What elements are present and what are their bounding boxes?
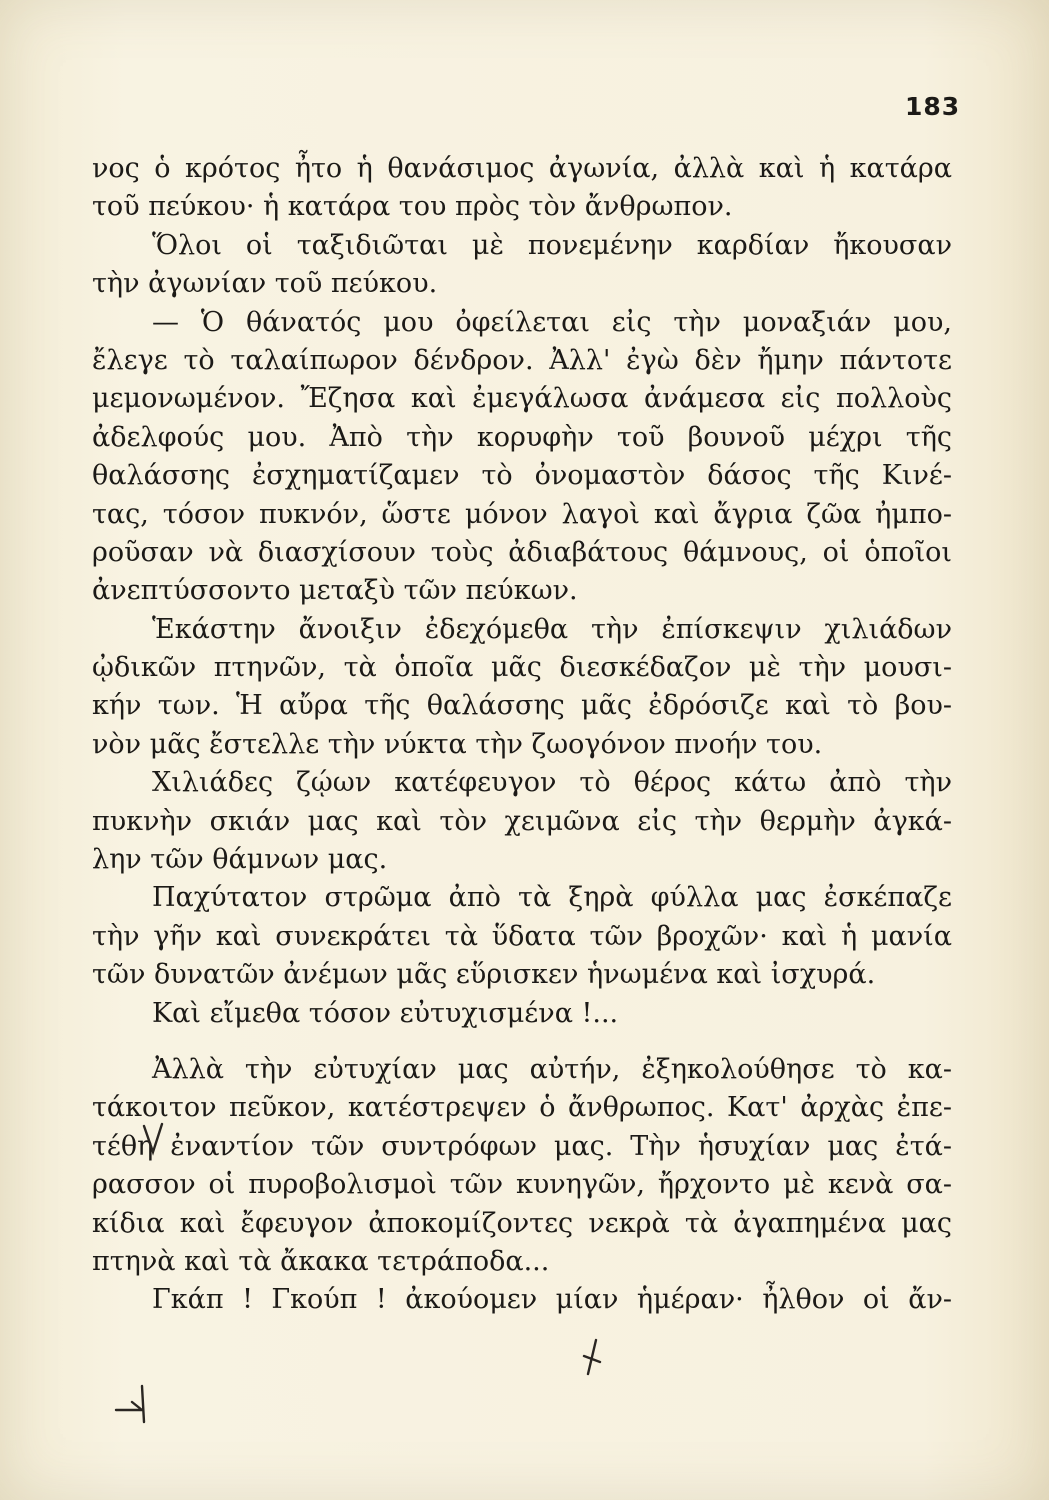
text-line: ἔλεγε τὸ ταλαίπωρον δένδρον. Ἀλλ' ἐγὼ δὲν ἤμην πάντοτε <box>92 344 952 376</box>
paragraph-start-line: Καὶ εἴμεθα τόσον εὐτυχισμένα !... <box>152 997 619 1029</box>
text-line: ρασσον οἱ πυροβολισμοὶ τῶν κυνηγῶν, ἤρχοντο μὲ κενὰ σα- <box>92 1169 952 1201</box>
text-line: μεμονωμένον. Ἔζησα καὶ ἐμεγάλωσα ἀνάμεσα εἰς πολλοὺς <box>92 383 952 415</box>
text-line: τας, τόσον πυκνόν, ὥστε μόνον λαγοὶ καὶ ἄγρια ζῶα ἠμπο- <box>92 498 952 530</box>
text-line: ροῦσαν νὰ διασχίσουν τοὺς ἀδιαβάτους θάμνους, οἱ ὁποῖοι <box>92 536 952 568</box>
text-line: ᾠδικῶν πτηνῶν, τὰ ὁποῖα μᾶς διεσκέδαζον μὲ τὴν μουσι- <box>92 652 952 684</box>
page-number: 183 <box>905 92 961 121</box>
paragraph-start-line: Χιλιάδες ζῴων κατέφευγον τὸ θέρος κάτω ἀπὸ τὴν <box>152 767 952 799</box>
text-line: λην τῶν θάμνων μας. <box>92 844 388 876</box>
text-line: τῶν δυνατῶν ἀνέμων μᾶς εὕρισκεν ἡνωμένα καὶ ἰσχυρά. <box>92 959 876 991</box>
text-line: νος ὁ κρότος ἦτο ἡ θανάσιμος ἀγωνία, ἀλλὰ καὶ ἡ κατάρα <box>92 153 952 184</box>
section-gap <box>92 1033 952 1051</box>
handwritten-mark-icon <box>580 1336 604 1378</box>
paragraph-start-line: Γκάπ ! Γκούπ ! ἀκούομεν μίαν ἡμέραν· ἦλθον οἱ ἄν- <box>152 1284 952 1316</box>
handwritten-mark-icon <box>140 1120 170 1160</box>
paragraph-start-line: Ἀλλὰ τὴν εὐτυχίαν μας αὐτήν, ἐξηκολούθησε τὸ κα- <box>152 1053 952 1085</box>
text-line: τοῦ πεύκου· ἡ κατάρα του πρὸς τὸν ἄνθρωπον. <box>92 191 733 223</box>
text-line: τὴν γῆν καὶ συνεκράτει τὰ ὕδατα τῶν βροχῶν· καὶ ἡ μανία <box>92 920 952 952</box>
text-line: κήν των. Ἡ αὔρα τῆς θαλάσσης μᾶς ἐδρόσιζε καὶ τὸ βου- <box>92 690 952 722</box>
text-line: πυκνὴν σκιάν μας καὶ τὸν χειμῶνα εἰς τὴν θερμὴν ἀγκά- <box>92 805 952 837</box>
text-line: τέθη ἐναντίον τῶν συντρόφων μας. Τὴν ἡσυχίαν μας ἐτά- <box>92 1130 952 1162</box>
handwritten-mark-icon <box>112 1380 152 1426</box>
text-line: θαλάσσης ἐσχηματίζαμεν τὸ ὀνομαστὸν δάσος τῆς Κινέ- <box>92 460 952 492</box>
text-line: πτηνὰ καὶ τὰ ἄκακα τετράποδα... <box>92 1245 550 1277</box>
paragraph-start-line: Ὅλοι οἱ ταξιδιῶται μὲ πονεμένην καρδίαν ἤκουσαν <box>152 229 952 261</box>
paragraph-start-line: — Ὁ θάνατός μου ὀφείλεται εἰς τὴν μοναξιάν μου, <box>152 306 952 338</box>
text-line: κίδια καὶ ἔφευγον ἀποκομίζοντες νεκρὰ τὰ ἀγαπημένα μας <box>92 1207 952 1239</box>
text-line: τὴν ἀγωνίαν τοῦ πεύκου. <box>92 268 438 300</box>
body-text <box>92 150 952 1320</box>
paragraph-start-line: Παχύτατον στρῶμα ἀπὸ τὰ ξηρὰ φύλλα μας ἐσκέπαζε <box>152 882 952 914</box>
text-line: νὸν μᾶς ἔστελλε τὴν νύκτα τὴν ζωογόνον πνοήν του. <box>92 728 823 760</box>
text-line: ἀνεπτύσσοντο μεταξὺ τῶν πεύκων. <box>92 575 578 607</box>
text-line: τάκοιτον πεῦκον, κατέστρεψεν ὁ ἄνθρωπος. Κατ' ἀρχὰς ἐπε- <box>92 1092 952 1124</box>
text-line: ἀδελφούς μου. Ἀπὸ τὴν κορυφὴν τοῦ βουνοῦ μέχρι τῆς <box>92 421 952 453</box>
paragraph-start-line: Ἑκάστην ἄνοιξιν ἐδεχόμεθα τὴν ἐπίσκεψιν χιλιάδων <box>152 613 952 645</box>
